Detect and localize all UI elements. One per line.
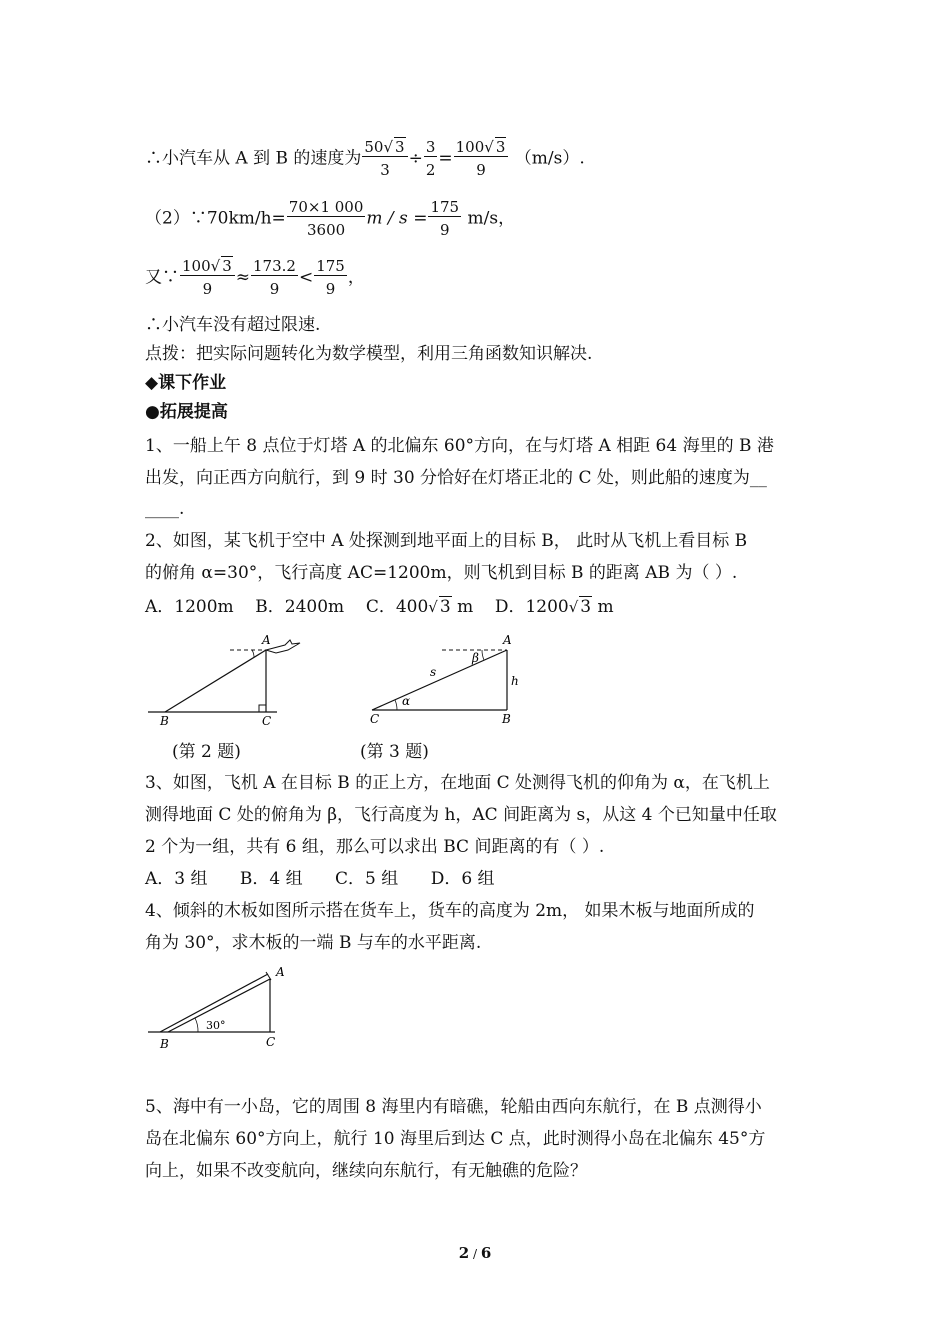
fraction-100sqrt3-over-9-b: $\frac{100√ 3}{9}$ [180,257,235,299]
q2-option-d: D．1200√ 3 m [494,597,614,617]
fig4-label-a: A [276,965,285,979]
q4-line2: 角为 30°，求木板的一端 B 与车的水平距离. [145,933,482,953]
fraction-50sqrt3-over-3: $\frac{50√ 3}{3}$ [362,138,407,180]
conversion-text: （2）∵70km/h= [145,208,286,229]
fig3-label-c: C [370,712,380,726]
q2-line1: 2、如图，某飞机于空中 A 处探测到地平面上的目标 B， 此时从飞机上看目标 B [145,531,748,551]
q3-line3: 2 个为一组，共有 6 组，那么可以求出 BC 间距离的有（ ）. [145,837,605,857]
fraction-173-over-9: $\frac{173.2}{9}$ [253,257,296,298]
less-than-sign: < [298,267,314,288]
fig4-label-c: C [266,1035,276,1049]
fraction-3-over-2: $\frac{3}{2}$ [425,138,436,179]
unit-m-per-s: m / s [366,208,408,229]
figure-3-caption: (第 3 题) [360,742,429,762]
solution-line-speed [145,138,585,180]
fraction-100sqrt3-over-9: $\frac{100√ 3}{9}$ [454,138,509,180]
equals-sign: = [438,148,453,169]
extend-heading: ●拓展提高 [145,402,228,422]
q4-line1: 4、倾斜的木板如图所示搭在货车上，货车的高度为 2m， 如果木板与地面所成的 [145,901,755,921]
fig3-label-s: s [430,665,437,679]
fig2-label-a: A [262,633,271,647]
q1-line3: ____. [145,499,185,519]
fraction-70000-over-3600: $\frac{70\times 1 000}{3600}$ [288,198,364,239]
figure-4-diagram [140,960,300,1055]
figure-2-diagram [140,632,320,732]
q1-line2: 出发，向正西方向航行，到 9 时 30 分恰好在灯塔正北的 C 处，则此船的速度为__ [145,468,767,488]
speed-unit: （m/s）. [514,148,585,169]
q5-line1: 5、海中有一小岛，它的周围 8 海里内有暗礁，轮船由西向东航行，在 B 点测得小 [145,1097,762,1117]
q2-option-c: C．400√ 3 m [365,597,474,617]
q5-line3: 向上，如果不改变航向，继续向东航行，有无触礁的危险？ [145,1161,587,1181]
conclusion: ∴小汽车没有超过限速. [145,315,321,335]
fraction-175-over-9: $\frac{175}{9}$ [430,198,460,239]
page-number: 2 / 6 [458,1244,492,1262]
figure-2-caption: (第 2 题) [172,742,241,762]
fig3-label-h: h [511,674,519,688]
approx-sign: ≈ [235,267,250,288]
fig3-label-b: B [502,712,511,726]
q2-option-b: B．2400m [255,597,345,617]
q1-line1: 1、一船上午 8 点位于灯塔 A 的北偏东 60°方向，在与灯塔 A 相距 64 海里的 B 港 [145,436,774,456]
q2-options [145,597,614,617]
fig2-label-b: B [160,714,169,728]
speed-text: ∴小汽车从 A 到 B 的速度为 [145,148,362,169]
q2-line2: 的俯角 α=30°，飞行高度 AC=1200m，则飞机到目标 B 的距离 AB 为（ ）. [145,563,738,583]
fig4-angle-label: 30° [206,1019,226,1032]
q3-options: A．3 组 B．4 组 C．5 组 D．6 组 [145,869,495,889]
fraction-175-over-9-b: $\frac{175}{9}$ [316,257,345,298]
q2-option-a: A．1200m [145,597,234,617]
homework-heading: ◆课下作业 [145,373,227,393]
fig3-label-alpha: α [402,694,411,708]
fig3-label-beta: β [472,651,479,665]
q5-line2: 岛在北偏东 60°方向上，航行 10 海里后到达 C 点，此时测得小岛在北偏东 45°方 [145,1129,766,1149]
q3-line2: 测得地面 C 处的俯角为 β，飞行高度为 h，AC 间距离为 s，从这 4 个已知量中任取 [145,805,777,825]
conversion-suffix: m/s， [467,208,516,229]
fig2-label-c: C [262,714,272,728]
divide-sign: ÷ [408,148,423,169]
solution-line-conversion: （2）∵70km/h= $\frac{70\times 1 000}{3600}$ m / s = $\frac{175}{9}$ m/s， [145,198,516,239]
q3-line1: 3、如图，飞机 A 在目标 B 的正上方，在地面 C 处测得飞机的仰角为 α，在飞机上 [145,773,770,793]
fig4-label-b: B [160,1037,169,1051]
tip: 点拨：把实际问题转化为数学模型，利用三角函数知识解决. [145,344,593,364]
solution-line-comparison: 又∵ $\frac{100√ 3}{9}$ ≈ $\frac{173.2}{9}$ < $\frac{175}{9}$ ， [145,257,365,298]
comparison-text: 又∵ [145,267,179,288]
figure-3-diagram [362,630,532,730]
fig3-label-a: A [503,633,512,647]
